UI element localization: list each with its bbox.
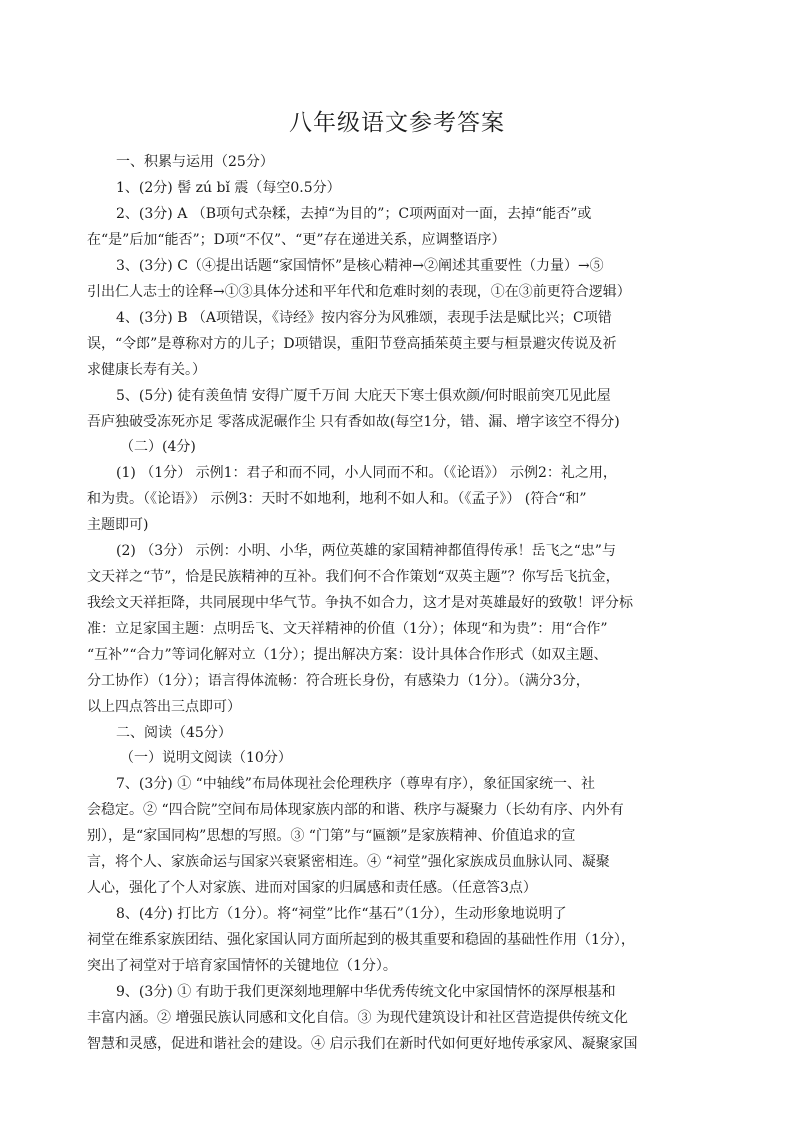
answer-line: 以上四点答出三点即可） bbox=[87, 699, 241, 715]
page-title: 八年级语文参考答案 bbox=[289, 110, 505, 136]
answer-line: 突出了祠堂对于培育家国情怀的关键地位（1分）。 bbox=[87, 958, 397, 974]
answer-line: 7、(3分) ① “中轴线”布局体现社会伦理秩序（尊卑有序），象征国家统一、社 bbox=[116, 776, 595, 792]
answer-line: 5、(5分) 徒有羡鱼情 安得广厦千万间 大庇天下寒士俱欢颜/何时眼前突兀见此屋 bbox=[116, 388, 611, 404]
answer-line: 求健康长寿有关。） bbox=[87, 362, 206, 378]
answer-line: 9、(3分) ① 有助于我们更深刻地理解中华优秀传统文化中家国情怀的深厚根基和 bbox=[116, 984, 616, 1000]
answer-line: 文天祥之“节”，恰是民族精神的互补。我们何不合作策划“双英主题”？你写岳飞抗金， bbox=[87, 569, 620, 585]
answer-line: 2、(3分) A （B项句式杂糅，去掉“为目的”；C项两面对一面，去掉“能否”或 bbox=[116, 206, 592, 222]
answer-line: 祠堂在维系家族团结、强化家国认同方面所起到的极其重要和稳固的基础性作用（1分）， bbox=[87, 932, 635, 948]
answer-line: (1) （1分） 示例1：君子和而不同，小人同而不和。（《论语》） 示例2：礼之用， bbox=[116, 465, 617, 481]
answer-line: 3、(3分) C（④提出话题“家国情怀”是核心精神→②阐述其重要性（力量）→⑤ bbox=[116, 258, 604, 274]
answer-line: 会稳定。② “四合院”空间布局体现家族内部的和谐、秩序与凝聚力（长幼有序、内外有 bbox=[87, 802, 624, 818]
section-heading: （二）(4分) bbox=[120, 439, 196, 455]
answer-line: 言，将个人、家族命运与国家兴衰紧密相连。④ “祠堂”强化家族成员血脉认同、凝聚 bbox=[87, 854, 610, 870]
answer-line: 4、(3分) B （A项错误，《诗经》按内容分为风雅颂，表现手法是赋比兴；C项错 bbox=[116, 310, 612, 326]
answer-line: 引出仁人志士的诠释→①③具体分述和平年代和危难时刻的表现，①在③前更符合逻辑） bbox=[87, 284, 631, 300]
answer-line: 主题即可) bbox=[87, 517, 149, 533]
section-heading: 一、积累与运用（25分） bbox=[116, 154, 274, 170]
answer-line: 和为贵。（《论语》） 示例3：天时不如地利，地利不如人和。（《孟子》） (符合“和” bbox=[87, 491, 587, 507]
answer-line: (2) （3分） 示例：小明、小华，两位英雄的家国精神都值得传承！岳飞之“忠”与 bbox=[116, 543, 616, 559]
answer-line: 人心，强化了个人对家族、进而对国家的归属感和责任感。（任意答3点） bbox=[87, 880, 537, 896]
answer-line: 分工协作）（1分）；语言得体流畅：符合班长身份，有感染力（1分）。（满分3分， bbox=[87, 673, 590, 689]
answer-line: 1、(2分) 髻 zú bǐ 震（每空0.5分） bbox=[116, 180, 341, 196]
answer-line: 别），是“家国同构”思想的写照。③ “门第”与“匾额”是家族精神、价值追求的宣 bbox=[87, 828, 576, 844]
section-heading: （一）说明文阅读（10分） bbox=[120, 750, 292, 766]
answer-line: 吾庐独破受冻死亦足 零落成泥碾作尘 只有香如故(每空1分，错、漏、增字该空不得分) bbox=[87, 414, 620, 430]
answer-line: “互补”“合力”等词化解对立（1分）；提出解决方案：设计具体合作形式（如双主题、 bbox=[87, 647, 608, 663]
section-heading: 二、阅读（45分） bbox=[116, 725, 232, 741]
answer-line: 误，“令郎”是尊称对方的儿子；D项错误，重阳节登高插茱萸主要与桓景避灾传说及祈 bbox=[87, 336, 617, 352]
answer-line: 我绘文天祥拒降，共同展现中华气节。争执不如合力，这才是对英雄最好的致敬！评分标 bbox=[87, 595, 633, 611]
answer-line: 智慧和灵感，促进和谐社会的建设。④ 启示我们在新时代如何更好地传承家风、凝聚家国 bbox=[87, 1036, 638, 1052]
answer-line: 在“是”后加“能否”；D项“不仅”、“更”存在递进关系，应调整语序） bbox=[87, 232, 506, 248]
answer-line: 8、(4分) 打比方（1分）。将“祠堂”比作“基石”（1分），生动形象地说明了 bbox=[116, 906, 567, 922]
answer-line: 丰富内涵。② 增强民族认同感和文化自信。③ 为现代建筑设计和社区营造提供传统文化 bbox=[87, 1010, 628, 1026]
answer-line: 准：立足家国主题：点明岳飞、文天祥精神的价值（1分）；体现“和为贵”：用“合作” bbox=[87, 621, 608, 637]
